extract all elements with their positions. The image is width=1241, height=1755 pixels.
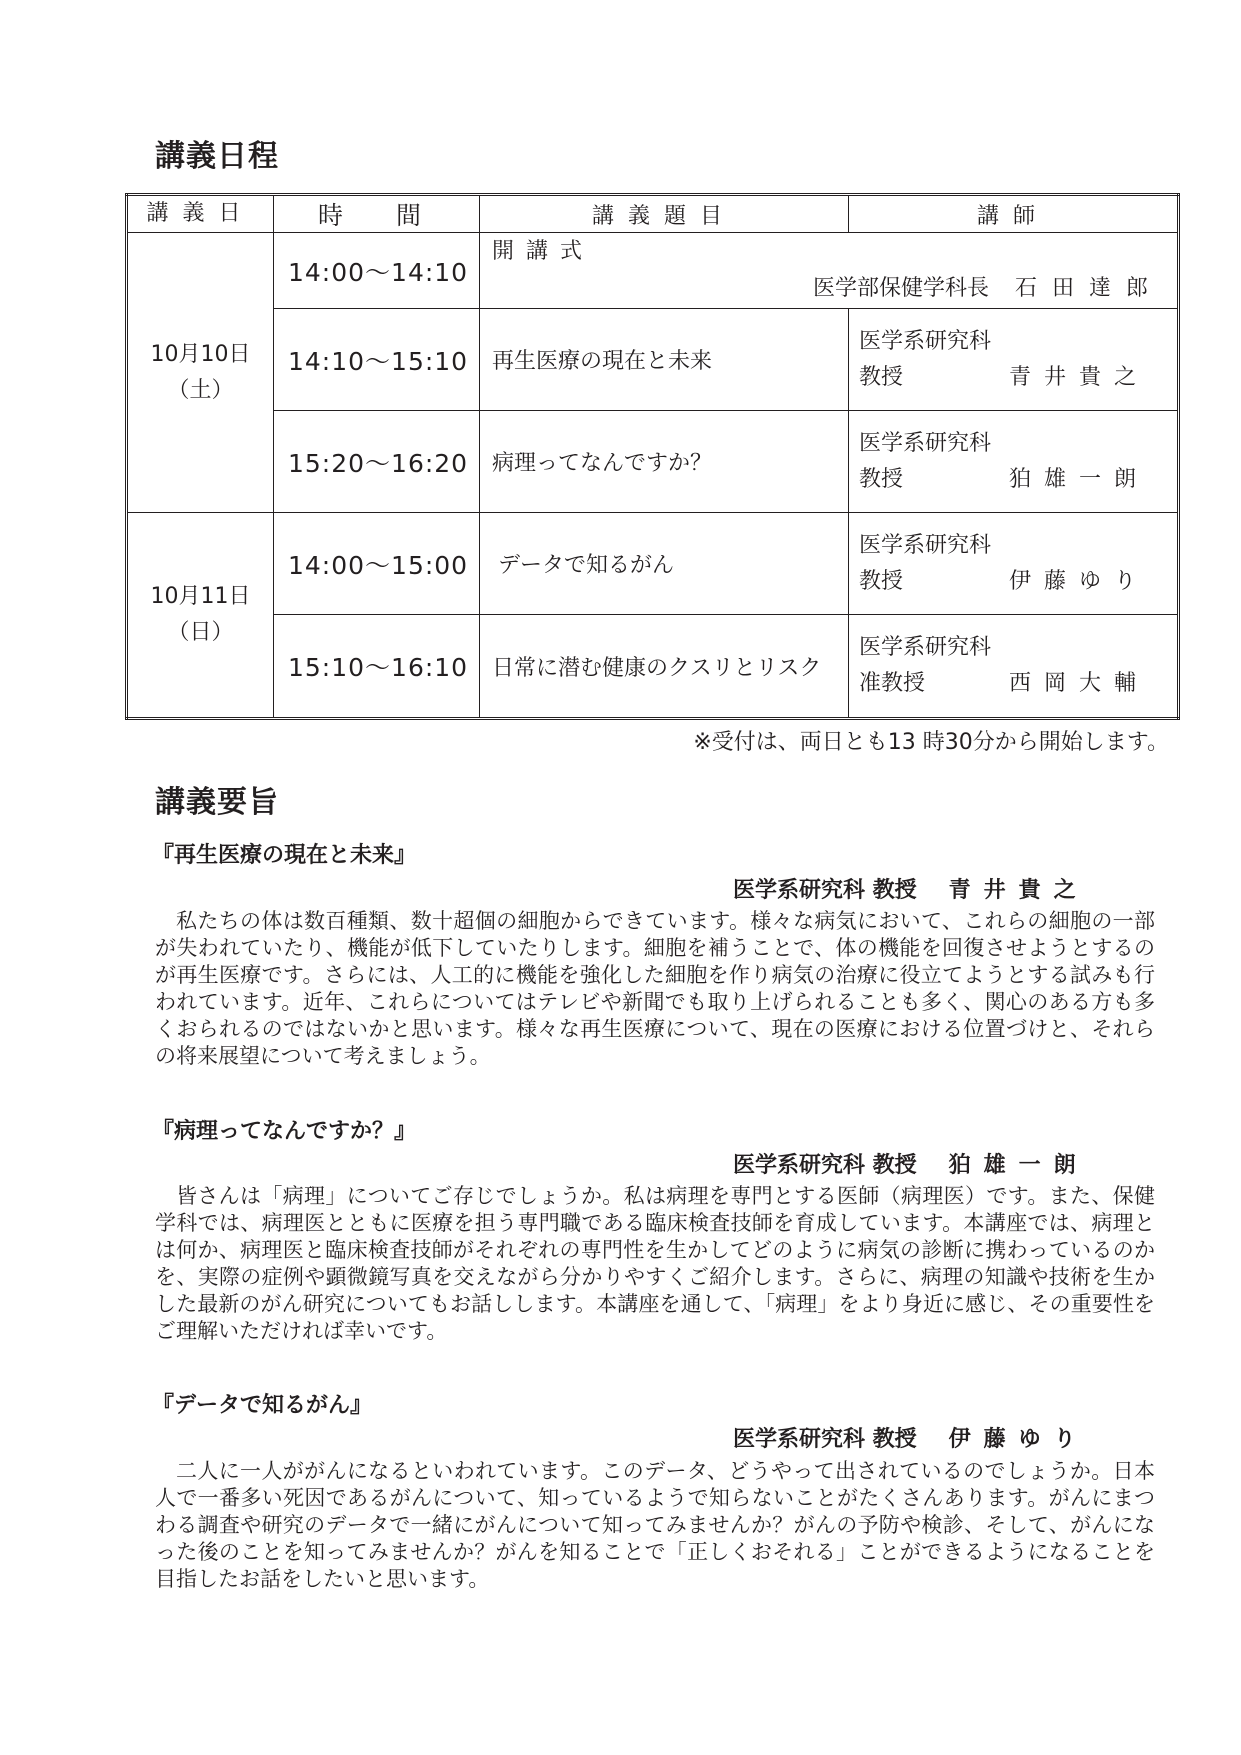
topic-cell: 病理ってなんですか？ <box>480 411 849 513</box>
table-row <box>127 309 1179 411</box>
header-time: 時 間 <box>274 195 480 233</box>
summary-lecturer-role: 医学系研究科 教授 <box>733 878 917 903</box>
opening-cell <box>480 233 1179 309</box>
summary-title: 『データで知るがん』 <box>152 1393 373 1418</box>
summary-body: 二人に一人ががんになるといわれています。このデータ、どうやって出されているのでしょうか。日本人で一番多い死因であるがんについて、知っているようで知らないことがたくさんあります。がんにまつわる調査や研究のデータで一緒にがんについて知ってみませんか？がんの予防や検診、そして、がんになった後のことを知ってみませんか？がんを知ることで「正しくおそれる」ことができるようになることを目指したお話をしたいと思います。 <box>155 1459 1155 1591</box>
table-row <box>127 411 1179 513</box>
lecturer-role: 准教授 <box>859 671 926 696</box>
summary-lecturer-name: 狛雄一朗 <box>948 1153 1089 1178</box>
time-cell: 15:20〜16:20 <box>274 411 480 513</box>
day1-weekday: （土） <box>167 377 234 403</box>
opening-title: 開講式 <box>492 238 595 264</box>
reception-note: ※受付は、両日とも13 時30分から開始します。 <box>693 730 1169 755</box>
day2-cell <box>127 513 274 719</box>
lecturer-role: 医学部保健学科長 <box>812 275 989 301</box>
topic-cell: 日常に潜む健康のクスリとリスク <box>480 615 849 719</box>
summary-lecturer-name: 伊藤ゆり <box>948 1427 1089 1452</box>
header-topic: 講義題目 <box>480 195 849 233</box>
table-row <box>127 513 1179 615</box>
table-header-row <box>127 195 1179 233</box>
summary-title: 『病理ってなんですか？』 <box>152 1119 417 1144</box>
day1-date: 10月10日 <box>150 341 251 367</box>
lecturer-cell <box>849 615 1179 719</box>
lecturer-name: 西岡大輔 <box>1009 671 1150 696</box>
lecturer-role: 教授 <box>859 466 904 492</box>
summary-lecturer <box>733 873 1089 904</box>
summary-heading: 講義要旨 <box>155 785 279 820</box>
opening-lecturer <box>492 272 1163 306</box>
lecturer-name: 狛雄一朗 <box>1009 466 1150 492</box>
topic-cell: 再生医療の現在と未来 <box>480 309 849 411</box>
header-date: 講義日 <box>127 195 274 233</box>
lecturer-dept: 医学系研究科 <box>859 532 992 558</box>
summary-lecturer-role: 医学系研究科 教授 <box>733 1153 917 1178</box>
lecturer-cell <box>849 513 1179 615</box>
header-lecturer: 講師 <box>849 195 1179 233</box>
lecturer-name: 伊藤ゆり <box>1009 568 1150 594</box>
summary-body: 皆さんは「病理」についてご存じでしょうか。私は病理を専門とする医師（病理医）です。また、保健学科では、病理医とともに医療を担う専門職である臨床検査技師を育成しています。本講座では、病理とは何か、病理医と臨床検査技師がそれぞれの専門性を生かしてどのように病気の診断に携わっているのかを、実際の症例や顕微鏡写真を交えながら分かりやすくご紹介します。さらに、病理の知識や技術を生かした最新のがん研究についてもお話しします。本講座を通して、「病理」をより身近に感じ、その重要性をご理解いただければ幸いです。 <box>155 1184 1155 1343</box>
lecturer-role: 教授 <box>859 568 904 594</box>
lecturer-cell <box>849 411 1179 513</box>
table-row <box>127 615 1179 719</box>
summary-lecturer <box>733 1148 1089 1179</box>
topic-cell: データで知るがん <box>480 513 849 615</box>
lecturer-dept: 医学系研究科 <box>859 635 992 660</box>
day2-date: 10月11日 <box>150 584 251 609</box>
lecturer-cell <box>849 309 1179 411</box>
lecturer-role: 教授 <box>859 364 904 390</box>
schedule-table <box>125 193 1180 720</box>
summary-lecturer-role: 医学系研究科 教授 <box>733 1427 917 1452</box>
lecturer-name: 青井貴之 <box>1009 364 1150 390</box>
summary-body: 私たちの体は数百種類、数十超個の細胞からできています。様々な病気において、これらの細胞の一部が失われていたり、機能が低下していたりします。細胞を補うことで、体の機能を回復させようとするのが再生医療です。さらには、人工的に機能を強化した細胞を作り病気の治療に役立てようとする試みも行われています。近年、これらについてはテレビや新聞でも取り上げられることも多く、関心のある方も多くおられるのではないかと思います。様々な再生医療について、現在の医療における位置づけと、それらの将来展望について考えましょう。 <box>155 909 1155 1068</box>
lecturer-dept: 医学系研究科 <box>859 430 992 456</box>
lecturer-dept: 医学系研究科 <box>859 328 992 354</box>
summary-title: 『再生医療の現在と未来』 <box>152 843 417 868</box>
schedule-heading: 講義日程 <box>155 139 279 174</box>
table-row <box>127 233 1179 309</box>
summary-lecturer-name: 青井貴之 <box>948 878 1089 903</box>
lecturer-name: 石田達郎 <box>1014 275 1163 301</box>
time-cell: 14:00〜15:00 <box>274 513 480 615</box>
day1-cell <box>127 233 274 513</box>
time-cell: 15:10〜16:10 <box>274 615 480 719</box>
time-cell: 14:00〜14:10 <box>274 233 480 309</box>
day2-weekday: （日） <box>167 620 234 645</box>
time-cell: 14:10〜15:10 <box>274 309 480 411</box>
summary-lecturer <box>733 1422 1089 1453</box>
